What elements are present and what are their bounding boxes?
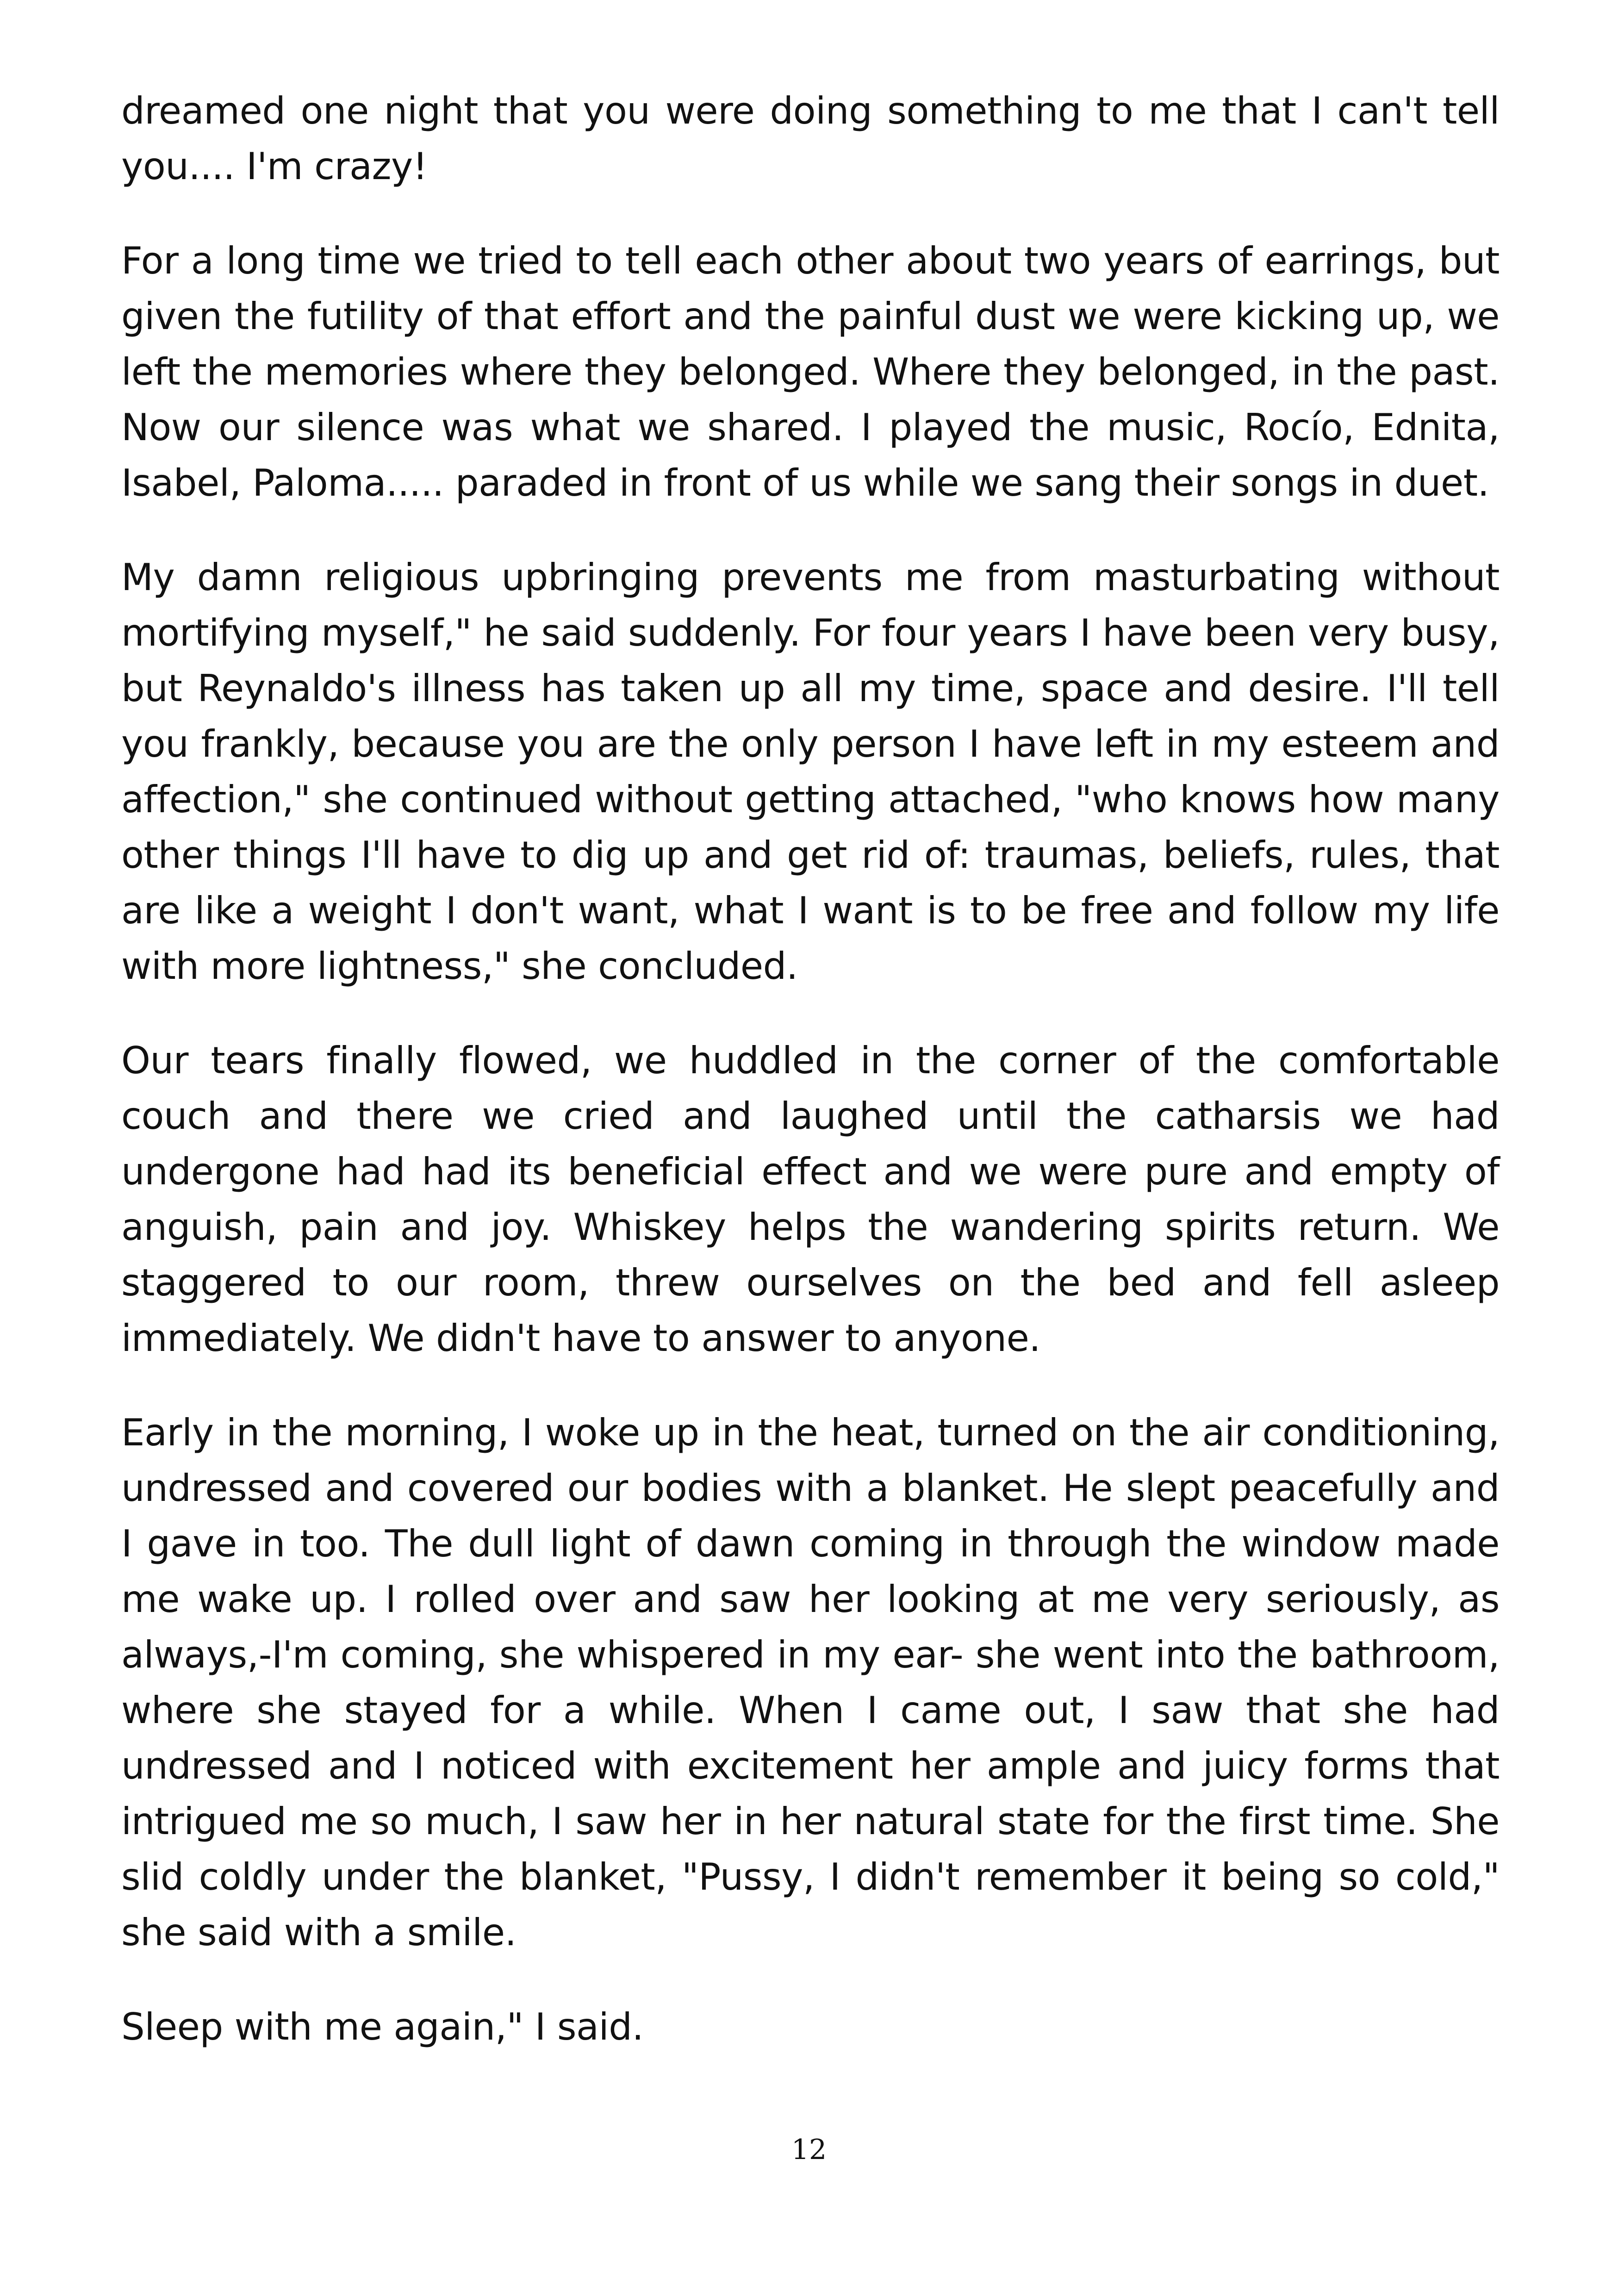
- paragraph-4: Our tears finally flowed, we huddled in the corner of the comfortable couch and there we cried and laughed until the catharsis we had undergone had had its beneficial effect and we were pure and empty of anguish, pain and joy. Whiskey helps the wandering spirits return. We staggered to our room, threw ourselves on the bed and fell asleep immediately. We didn't have to answer to anyone.: [121, 1039, 1500, 1360]
- paragraph-5: Early in the morning, I woke up in the heat, turned on the air conditioning, undressed and covered our bodies with a blanket. He slept peacefully and I gave in too. The dull light of dawn coming in through the window made me wake up. I rolled over and saw her looking at me very seriously, as always,-I'm coming, she whispered in my ear- she went into the bathroom, where she stayed for a while. When I came out, I saw that she had undressed and I noticed with excitement her ample and juicy forms that intrigued me so much, I saw her in her natural state for the first time. She slid coldly under the blanket, "Pussy, I didn't remember it being so cold," she said with a smile.: [121, 1411, 1500, 1954]
- page-number: 12: [791, 2134, 827, 2166]
- paragraph-2: For a long time we tried to tell each other about two years of earrings, but given the futility of that effort and the painful dust we were kicking up, we left the memories where they belonged. Where they belonged, in the past. Now our silence was what we shared. I played the music, Rocío, Ednita, Isabel, Paloma..... paraded in front of us while we sang their songs in duet.: [121, 239, 1500, 504]
- paragraph-1: dreamed one night that you were doing something to me that I can't tell you.... I'm crazy!: [121, 89, 1500, 188]
- body-text: [121, 83, 1500, 2055]
- paragraph-6: Sleep with me again," I said.: [121, 2005, 644, 2048]
- paragraph-3: My damn religious upbringing prevents me from masturbating without mortifying myself," he said suddenly. For four years I have been very busy, but Reynaldo's illness has taken up all my time, space and desire. I'll tell you frankly, because you are the only person I have left in my esteem and affection," she continued without getting attached, "who knows how many other things I'll have to dig up and get rid of: traumas, beliefs, rules, that are like a weight I don't want, what I want is to be free and follow my life with more lightness," she concluded.: [121, 556, 1500, 988]
